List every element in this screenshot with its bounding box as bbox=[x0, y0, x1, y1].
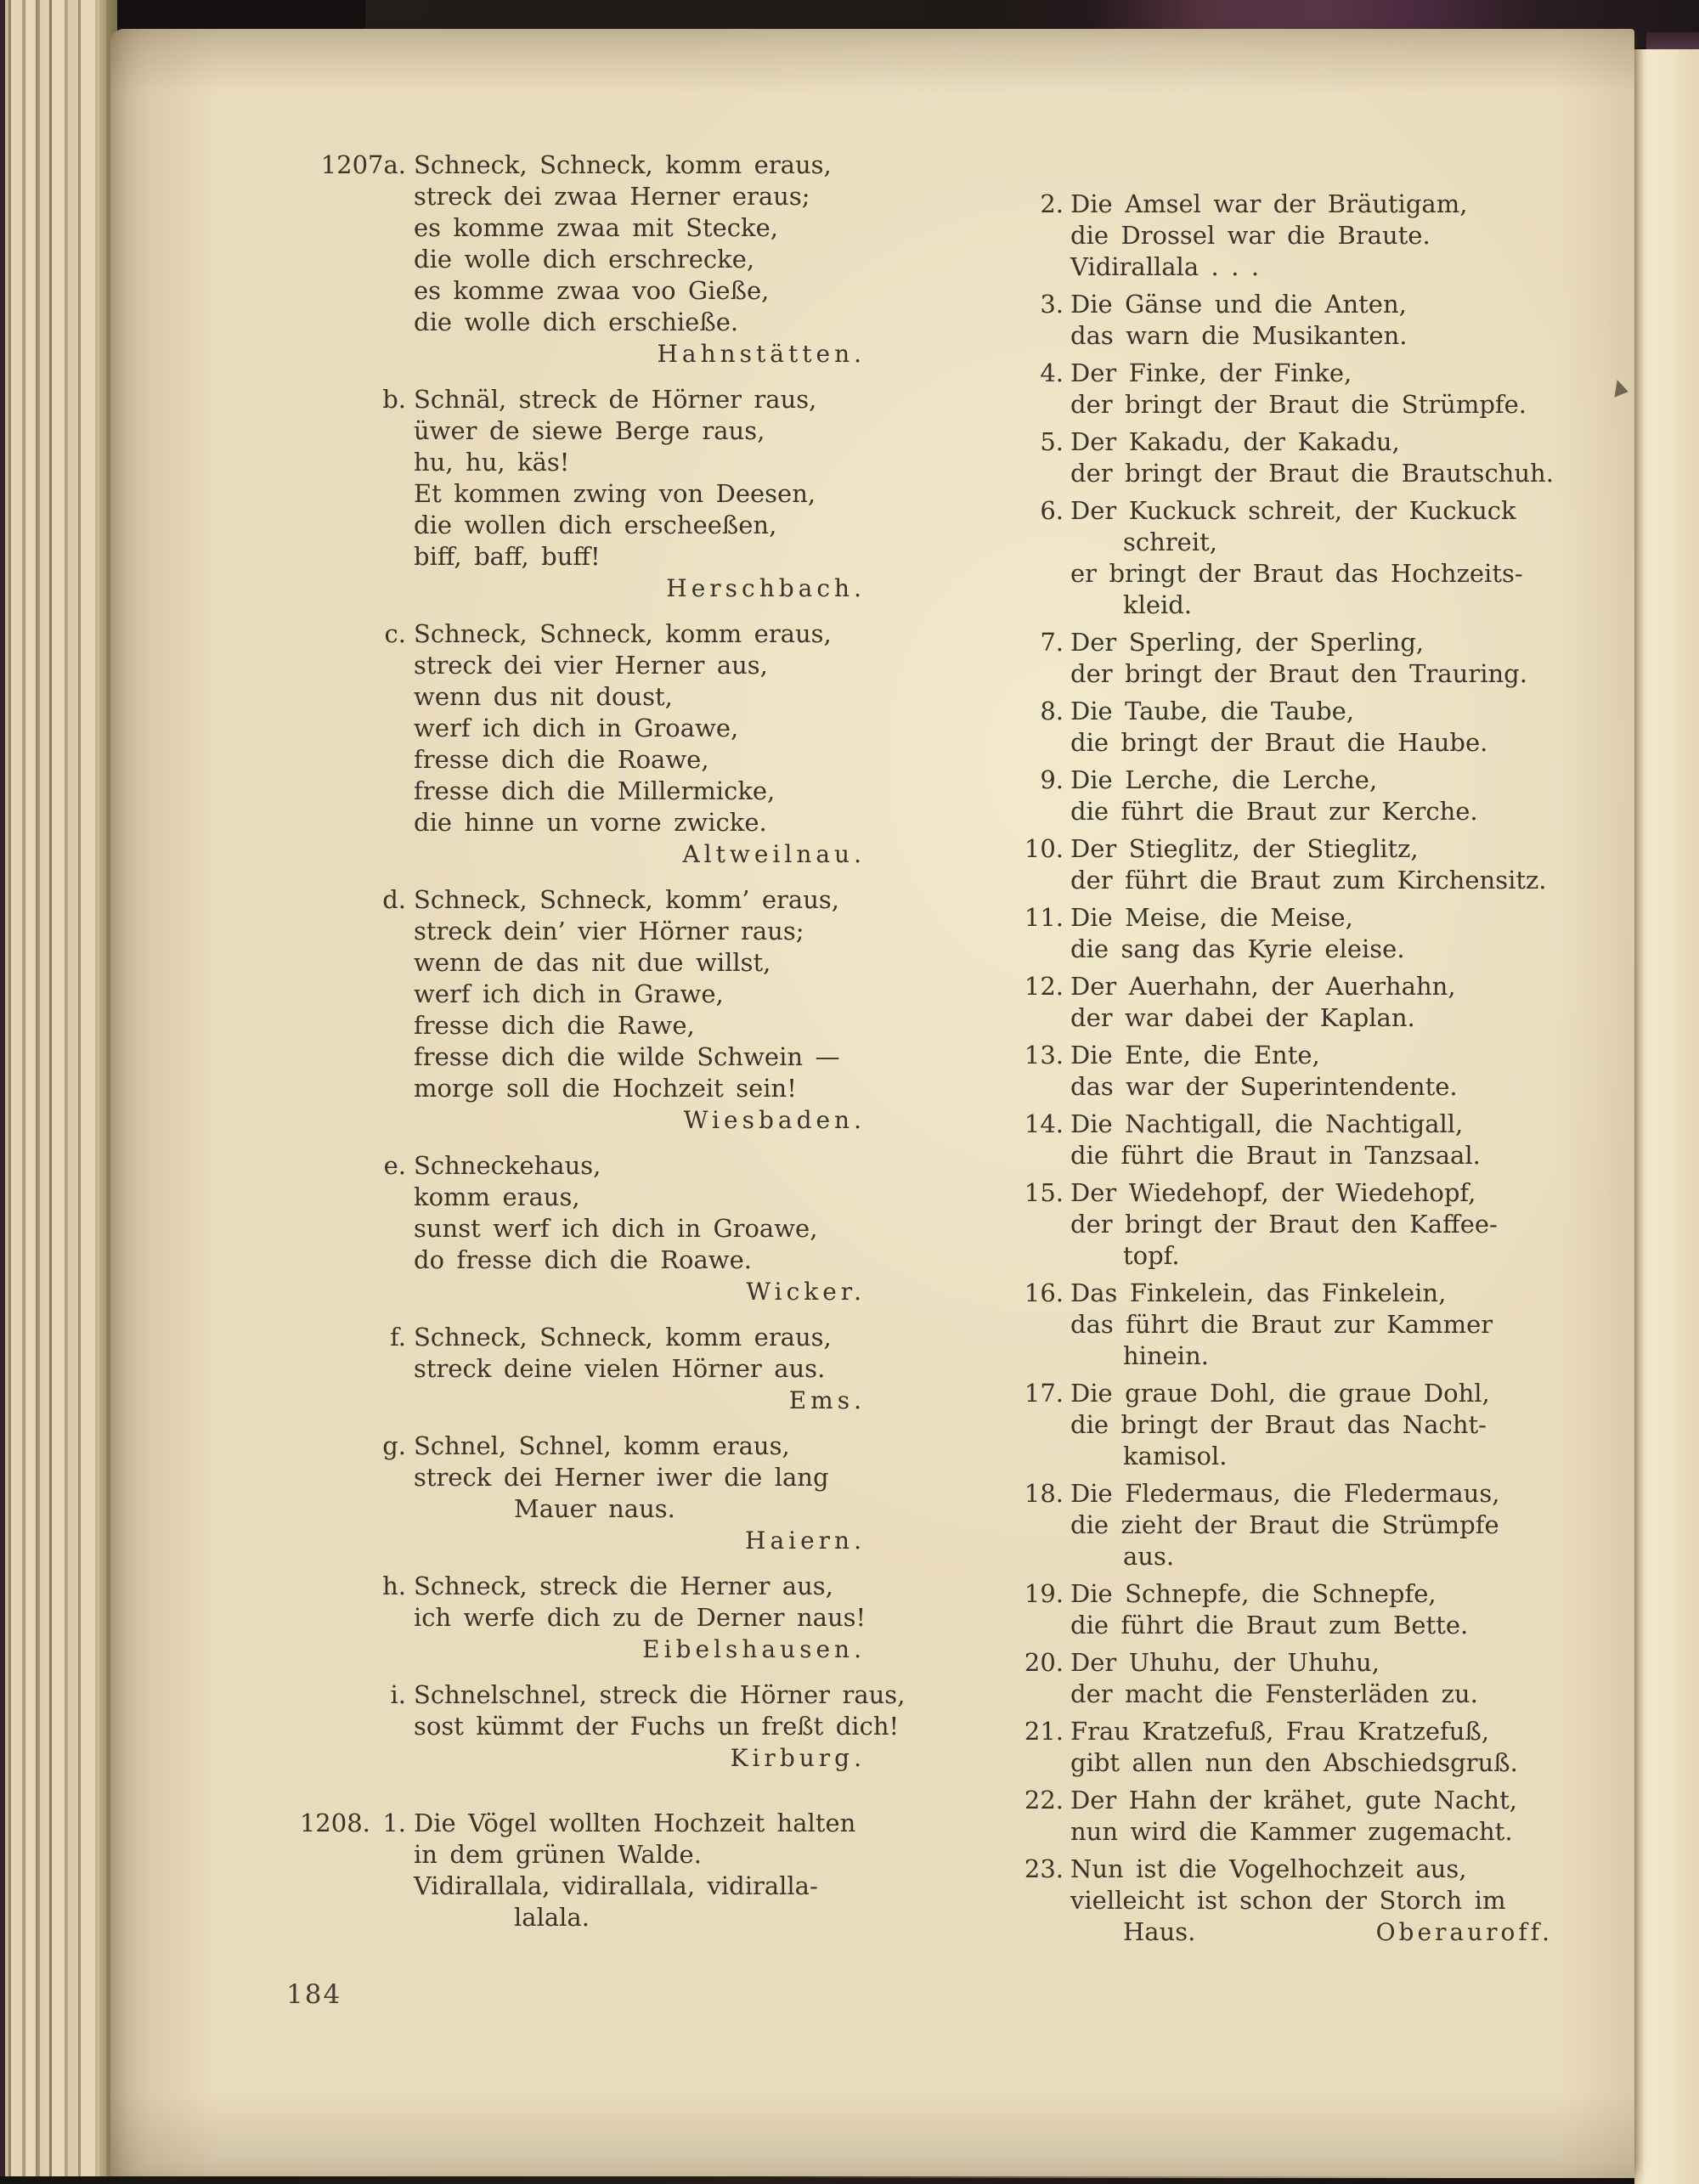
verse-line bbox=[992, 426, 1553, 458]
song-entry bbox=[992, 1278, 1553, 1372]
song-entry bbox=[992, 189, 1553, 283]
verse-line bbox=[286, 618, 866, 650]
verse-line bbox=[992, 833, 1553, 865]
song-entry bbox=[286, 1571, 866, 1665]
song-entry bbox=[992, 765, 1553, 827]
verse-text: Schneck, streck die Herner aus, bbox=[414, 1572, 833, 1600]
verse-line bbox=[992, 495, 1553, 527]
entry-number: 10. bbox=[1024, 834, 1064, 863]
entry-number: 16. bbox=[1024, 1278, 1064, 1307]
verse-text: Schnäl, streck de Hörner raus, bbox=[414, 385, 817, 414]
entry-number: 11. bbox=[1024, 903, 1064, 932]
verse-text: Schnelschnel, streck die Hörner raus, bbox=[414, 1680, 906, 1709]
source-place: Kirburg. bbox=[730, 1744, 866, 1772]
song-entry bbox=[286, 1808, 866, 1933]
song-entry bbox=[286, 150, 866, 370]
verse-text: Der Kakadu, der Kakadu, bbox=[1070, 427, 1400, 456]
verse-line bbox=[992, 765, 1553, 796]
source-place: Wicker. bbox=[746, 1278, 866, 1306]
song-entry bbox=[992, 1040, 1553, 1103]
verse-text: Der Finke, der Finke, bbox=[1070, 358, 1352, 387]
book-binding-bottom bbox=[0, 2176, 1699, 2184]
song-entry bbox=[992, 1378, 1553, 1472]
verse-text: Die Fledermaus, die Fledermaus, bbox=[1070, 1479, 1500, 1508]
verse-line bbox=[992, 358, 1553, 389]
verse-line bbox=[992, 1716, 1553, 1747]
verse-line: der bringt der Braut den Kaffee- bbox=[1070, 1210, 1498, 1239]
verse-line: die Drossel war die Braute. bbox=[1070, 221, 1431, 250]
verse-line: aus. bbox=[1123, 1542, 1175, 1571]
entry-number: 3. bbox=[1040, 290, 1064, 319]
verse-line: Et kommen zwing von Deesen, bbox=[414, 479, 816, 508]
song-entry bbox=[286, 1431, 866, 1556]
song-entry bbox=[992, 289, 1553, 352]
song-entry bbox=[992, 833, 1553, 896]
source-place: Ems. bbox=[788, 1386, 866, 1414]
song-entry bbox=[992, 1177, 1553, 1272]
verse-line: streck dein’ vier Hörner raus; bbox=[414, 917, 804, 945]
verse-text: Der Sperling, der Sperling, bbox=[1070, 628, 1425, 657]
verse-line: schreit, bbox=[1123, 528, 1217, 556]
verse-line: biff, baff, buff! bbox=[414, 542, 601, 571]
verse-line: das führt die Braut zur Kammer bbox=[1070, 1310, 1493, 1339]
entry-number: 5. bbox=[1040, 427, 1064, 456]
song-entry bbox=[992, 495, 1553, 621]
verse-line: fresse dich die Roawe, bbox=[414, 745, 709, 774]
entry-number: 18. bbox=[1024, 1479, 1064, 1508]
verse-line bbox=[992, 902, 1553, 934]
source-place: Herschbach. bbox=[666, 574, 866, 602]
song-entry bbox=[992, 1785, 1553, 1848]
verse-line: streck dei vier Herner aus, bbox=[414, 651, 768, 680]
song-entry bbox=[992, 1578, 1553, 1641]
entry-number: d. bbox=[382, 885, 406, 914]
entry-number: 8. bbox=[1040, 697, 1064, 725]
verse-text: Der Stieglitz, der Stieglitz, bbox=[1070, 834, 1419, 863]
verse-line: vielleicht ist schon der Storch im bbox=[1070, 1886, 1506, 1915]
verse-line bbox=[992, 1109, 1553, 1140]
verse-line: fresse dich die Millermicke, bbox=[414, 776, 776, 805]
entry-number: 7. bbox=[1040, 628, 1064, 657]
song-entry bbox=[286, 1322, 866, 1416]
verse-text: Schneck, Schneck, komm eraus, bbox=[414, 1323, 832, 1352]
entry-number: 22. bbox=[1024, 1786, 1064, 1814]
entry-number: 9. bbox=[1040, 765, 1064, 794]
verse-line: Haus. Oberauroff. bbox=[1123, 1917, 1553, 1946]
right-column bbox=[992, 189, 1553, 1954]
verse-text: Die graue Dohl, die graue Dohl, bbox=[1070, 1379, 1490, 1408]
verse-line bbox=[286, 884, 866, 916]
verse-line bbox=[992, 1578, 1553, 1610]
entry-number: 2. bbox=[1040, 189, 1064, 218]
entry-number: 1208. 1. bbox=[299, 1809, 406, 1837]
verse-line: er bringt der Braut das Hochzeits- bbox=[1070, 559, 1523, 588]
verse-line: Vidirallala . . . bbox=[1070, 252, 1260, 281]
verse-line bbox=[992, 1854, 1553, 1885]
song-entry bbox=[286, 1150, 866, 1307]
song-entry bbox=[992, 358, 1553, 420]
verse-line: gibt allen nun den Abschiedsgruß. bbox=[1070, 1748, 1518, 1777]
song-entry bbox=[992, 1854, 1553, 1948]
entry-number: 21. bbox=[1024, 1717, 1064, 1746]
verse-line bbox=[992, 696, 1553, 727]
verse-line: komm eraus, bbox=[414, 1182, 580, 1211]
verse-line: fresse dich die wilde Schwein — bbox=[414, 1042, 840, 1071]
entry-number: 17. bbox=[1024, 1379, 1064, 1408]
entry-number: 6. bbox=[1040, 496, 1064, 525]
entry-number: c. bbox=[384, 619, 406, 648]
left-column bbox=[286, 150, 906, 1948]
entry-number: f. bbox=[390, 1323, 406, 1352]
entry-number: b. bbox=[382, 385, 406, 414]
verse-line: der war dabei der Kaplan. bbox=[1070, 1003, 1415, 1032]
verse-text: Die Meise, die Meise, bbox=[1070, 903, 1353, 932]
verse-line: lalala. bbox=[514, 1903, 590, 1932]
verse-text: Die Amsel war der Bräutigam, bbox=[1070, 189, 1468, 218]
source-place: Wiesbaden. bbox=[683, 1106, 866, 1134]
page-stack-left bbox=[0, 0, 117, 2184]
song-entry bbox=[992, 1647, 1553, 1710]
verse-text: Die Nachtigall, die Nachtigall, bbox=[1070, 1109, 1464, 1138]
song-entry bbox=[992, 696, 1553, 759]
verse-line: do fresse dich die Roawe. bbox=[414, 1245, 753, 1274]
verse-text: Nun ist die Vogelhochzeit aus, bbox=[1070, 1854, 1467, 1883]
verse-line: die führt die Braut in Tanzsaal. bbox=[1070, 1141, 1481, 1170]
verse-line: der bringt der Braut die Brautschuh. bbox=[1070, 459, 1554, 488]
verse-line: der bringt der Braut die Strümpfe. bbox=[1070, 390, 1527, 419]
verse-line bbox=[992, 1040, 1553, 1071]
verse-line: wenn dus nit doust, bbox=[414, 682, 673, 711]
verse-line bbox=[286, 1571, 866, 1602]
verse-line: streck dei Herner iwer die lang bbox=[414, 1463, 829, 1492]
verse-text: Schneck, Schneck, komm eraus, bbox=[414, 619, 832, 648]
verse-line bbox=[286, 150, 866, 181]
verse-line: das warn die Musikanten. bbox=[1070, 321, 1408, 350]
entry-number: h. bbox=[382, 1572, 406, 1600]
entry-number: 20. bbox=[1024, 1648, 1064, 1677]
verse-text: Frau Kratzefuß, Frau Kratzefuß, bbox=[1070, 1717, 1490, 1746]
verse-line: die bringt der Braut das Nacht- bbox=[1070, 1410, 1487, 1439]
verse-text: Schneck, Schneck, komm eraus, bbox=[414, 150, 832, 179]
song-entry bbox=[286, 1679, 906, 1774]
verse-line: die bringt der Braut die Haube. bbox=[1070, 728, 1488, 757]
verse-line bbox=[992, 189, 1553, 220]
source-place: Altweilnau. bbox=[682, 840, 866, 868]
verse-line: die zieht der Braut die Strümpfe bbox=[1070, 1510, 1499, 1539]
verse-text: Schneckehaus, bbox=[414, 1151, 601, 1180]
verse-text: Die Ente, die Ente, bbox=[1070, 1041, 1320, 1069]
verse-text: Das Finkelein, das Finkelein, bbox=[1070, 1278, 1447, 1307]
song-entry bbox=[992, 971, 1553, 1034]
verse-line: fresse dich die Rawe, bbox=[414, 1011, 695, 1040]
song-entry bbox=[992, 1716, 1553, 1779]
verse-line: der führt die Braut zum Kirchensitz. bbox=[1070, 866, 1547, 894]
source-place: Eibelshausen. bbox=[642, 1635, 866, 1663]
verse-line: die wolle dich erschieße. bbox=[414, 308, 739, 336]
verse-line: der macht die Fensterläden zu. bbox=[1070, 1679, 1478, 1708]
verse-line: Vidirallala, vidirallala, vidiralla- bbox=[414, 1871, 818, 1900]
page-edge-right bbox=[1634, 49, 1699, 2184]
verse-line bbox=[992, 627, 1553, 658]
verse-line: kamisol. bbox=[1123, 1442, 1228, 1470]
verse-line: es komme zwaa mit Stecke, bbox=[414, 213, 778, 242]
song-entry bbox=[992, 902, 1553, 965]
entry-number: 23. bbox=[1024, 1854, 1064, 1883]
verse-line: die führt die Braut zum Bette. bbox=[1070, 1611, 1469, 1639]
verse-line: nun wird die Kammer zugemacht. bbox=[1070, 1817, 1513, 1846]
verse-line: kleid. bbox=[1123, 590, 1193, 619]
verse-line: Mauer naus. bbox=[514, 1494, 675, 1523]
song-entry bbox=[992, 1109, 1553, 1171]
entry-number: g. bbox=[382, 1431, 406, 1460]
verse-line: es komme zwaa voo Gieße, bbox=[414, 276, 770, 305]
song-entry bbox=[286, 618, 866, 870]
song-entry bbox=[992, 627, 1553, 690]
verse-line bbox=[286, 1679, 906, 1711]
entry-number: 4. bbox=[1040, 358, 1064, 387]
verse-line bbox=[992, 1785, 1553, 1816]
song-entry bbox=[992, 426, 1553, 489]
source-place: Haiern. bbox=[745, 1527, 866, 1555]
entry-number: 1207a. bbox=[320, 150, 406, 179]
entry-number: 14. bbox=[1024, 1109, 1064, 1138]
verse-line: in dem grünen Walde. bbox=[414, 1840, 702, 1869]
verse-text: Die Taube, die Taube, bbox=[1070, 697, 1355, 725]
verse-line: morge soll die Hochzeit sein! bbox=[414, 1074, 797, 1103]
verse-text: Der Hahn der krähet, gute Nacht, bbox=[1070, 1786, 1517, 1814]
verse-line: hu, hu, käs! bbox=[414, 448, 570, 477]
verse-line: wenn de das nit due willst, bbox=[414, 948, 771, 977]
verse-line bbox=[286, 1322, 866, 1353]
verse-line: ich werfe dich zu de Derner naus! bbox=[414, 1603, 866, 1632]
verse-text: Der Wiedehopf, der Wiedehopf, bbox=[1070, 1178, 1476, 1207]
verse-line: die wollen dich erscheeßen, bbox=[414, 511, 777, 539]
verse-text: Die Gänse und die Anten, bbox=[1070, 290, 1407, 319]
verse-line bbox=[992, 1478, 1553, 1510]
page-number: 184 bbox=[286, 1979, 342, 2010]
verse-line: die sang das Kyrie eleise. bbox=[1070, 934, 1405, 963]
verse-line bbox=[286, 1808, 866, 1839]
verse-line: werf ich dich in Grawe, bbox=[414, 979, 724, 1008]
verse-line bbox=[992, 289, 1553, 320]
verse-line bbox=[286, 1150, 866, 1182]
verse-line: das war der Superintendente. bbox=[1070, 1072, 1458, 1101]
verse-line: die führt die Braut zur Kerche. bbox=[1070, 797, 1478, 826]
verse-line bbox=[992, 1647, 1553, 1679]
verse-line bbox=[992, 971, 1553, 1002]
verse-line: sunst werf ich dich in Groawe, bbox=[414, 1214, 818, 1243]
verse-line: die hinne un vorne zwicke. bbox=[414, 808, 767, 837]
verse-line: streck deine vielen Hörner aus. bbox=[414, 1354, 826, 1383]
verse-text: Die Vögel wollten Hochzeit halten bbox=[414, 1809, 856, 1837]
verse-text: Schnel, Schnel, komm eraus, bbox=[414, 1431, 790, 1460]
verse-line: hinein. bbox=[1123, 1341, 1209, 1370]
entry-number: 15. bbox=[1024, 1178, 1064, 1207]
source-place: Oberauroff. bbox=[1375, 1918, 1553, 1946]
verse-line: werf ich dich in Groawe, bbox=[414, 714, 739, 742]
verse-line: streck dei zwaa Herner eraus; bbox=[414, 182, 810, 211]
entry-number: i. bbox=[390, 1680, 406, 1709]
verse-text: Die Lerche, die Lerche, bbox=[1070, 765, 1378, 794]
source-place: Hahnstätten. bbox=[657, 340, 866, 368]
entry-number: 12. bbox=[1024, 972, 1064, 1001]
verse-text: Der Auerhahn, der Auerhahn, bbox=[1070, 972, 1456, 1001]
verse-line bbox=[992, 1278, 1553, 1309]
song-entry bbox=[992, 1478, 1553, 1572]
song-entry bbox=[286, 384, 866, 604]
verse-text: Der Kuckuck schreit, der Kuckuck bbox=[1070, 496, 1516, 525]
entry-number: 13. bbox=[1024, 1041, 1064, 1069]
verse-line bbox=[992, 1177, 1553, 1209]
verse-line: sost kümmt der Fuchs un freßt dich! bbox=[414, 1712, 900, 1741]
entry-number: e. bbox=[383, 1151, 406, 1180]
verse-line bbox=[286, 1431, 866, 1462]
verse-line: üwer de siewe Berge raus, bbox=[414, 416, 765, 445]
verse-line: topf. bbox=[1123, 1241, 1180, 1270]
verse-line bbox=[286, 384, 866, 415]
verse-text: Der Uhuhu, der Uhuhu, bbox=[1070, 1648, 1380, 1677]
verse-text: Die Schnepfe, die Schnepfe, bbox=[1070, 1579, 1437, 1608]
song-entry bbox=[286, 884, 866, 1136]
verse-text: Schneck, Schneck, komm’ eraus, bbox=[414, 885, 839, 914]
verse-line: der bringt der Braut den Trauring. bbox=[1070, 659, 1527, 688]
verse-line bbox=[992, 1378, 1553, 1409]
entry-number: 19. bbox=[1024, 1579, 1064, 1608]
verse-line: die wolle dich erschrecke, bbox=[414, 245, 755, 274]
